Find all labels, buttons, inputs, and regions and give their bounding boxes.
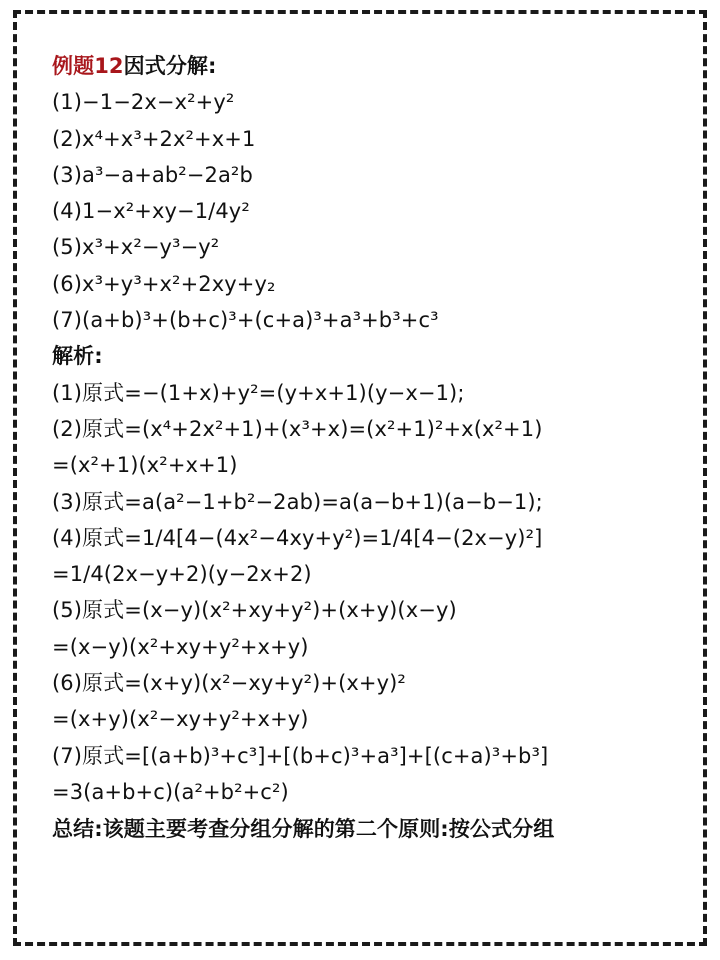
solution-line: (5)原式=(x−y)(x²+xy+y²)+(x+y)(x−y) [52, 598, 457, 623]
solution-line: (4)原式=1/4[4−(4x²−4xy+y²)=1/4[4−(2x−y)²] [52, 525, 543, 550]
solution-line: (7)原式=[(a+b)³+c³]+[(b+c)³+a³]+[(c+a)³+b³] [52, 743, 549, 768]
problem-line: (5)x³+x²−y³−y² [52, 235, 220, 260]
problem-line: (2)x⁴+x³+2x²+x+1 [52, 126, 256, 151]
exercise-number: 例题12 [52, 54, 124, 78]
problem-line: (4)1−x²+xy−1/4y² [52, 199, 250, 224]
solution-line: =(x+y)(x²−xy+y²+x+y) [52, 707, 309, 732]
summary-line: 总结:该题主要考查分组分解的第二个原则:按公式分组 [52, 817, 555, 842]
problem-line: (6)x³+y³+x²+2xy+y₂ [52, 271, 276, 296]
exercise-topic: 因式分解: [123, 54, 217, 78]
solution-line: =3(a+b+c)(a²+b²+c²) [52, 779, 289, 804]
solution-line: (1)原式=−(1+x)+y²=(y+x+1)(y−x−1); [52, 380, 465, 405]
solution-line: (3)原式=a(a²−1+b²−2ab)=a(a−b+1)(a−b−1); [52, 489, 543, 514]
analysis-heading: 解析: [52, 344, 103, 369]
exercise-content [52, 48, 672, 848]
solution-line: (6)原式=(x+y)(x²−xy+y²)+(x+y)² [52, 671, 406, 696]
solution-line: =(x−y)(x²+xy+y²+x+y) [52, 634, 309, 659]
problem-line: (3)a³−a+ab²−2a²b [52, 162, 253, 187]
solution-line: =1/4(2x−y+2)(y−2x+2) [52, 562, 312, 587]
problem-line: (7)(a+b)³+(b+c)³+(c+a)³+a³+b³+c³ [52, 308, 439, 333]
exercise-title [52, 48, 672, 84]
problem-line: (1)−1−2x−x²+y² [52, 90, 235, 115]
solution-line: =(x²+1)(x²+x+1) [52, 453, 238, 478]
solution-line: (2)原式=(x⁴+2x²+1)+(x³+x)=(x²+1)²+x(x²+1) [52, 416, 543, 441]
